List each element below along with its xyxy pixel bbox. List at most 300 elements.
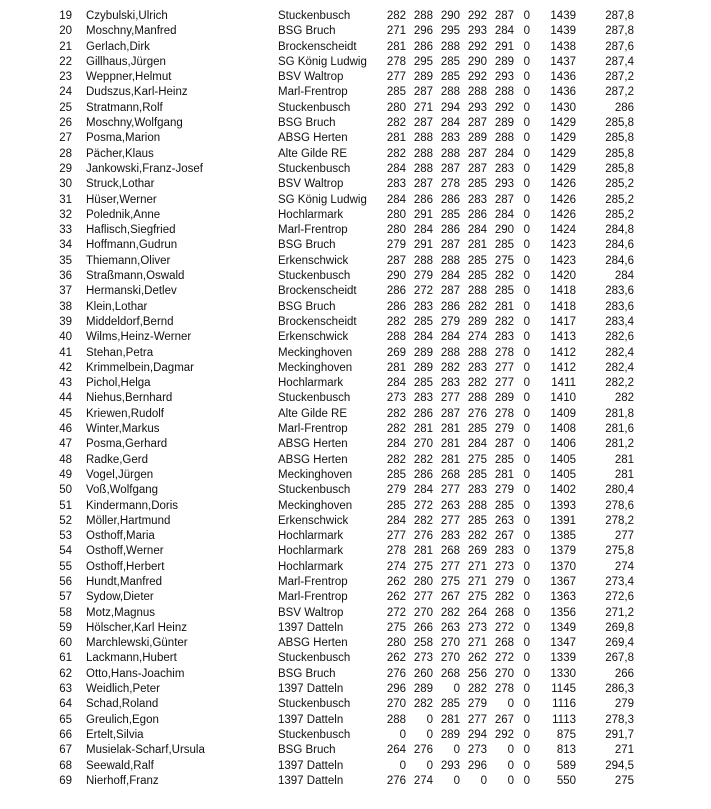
- name-cell: Winter,Markus: [86, 423, 160, 436]
- score-cell-3: 286: [440, 300, 460, 313]
- score-cell-4: 273: [467, 744, 487, 757]
- score-cell-3: 293: [440, 759, 460, 772]
- club-cell: Meckinghoven: [278, 346, 353, 359]
- table-row: [0, 315, 711, 330]
- score-cell-4: 292: [467, 10, 487, 22]
- rank-cell: 32: [59, 208, 72, 221]
- name-cell: Klein,Lothar: [86, 300, 148, 313]
- score-cell-6: 0: [523, 331, 530, 344]
- score-cell-6: 0: [523, 591, 530, 604]
- club-cell: Meckinghoven: [278, 361, 353, 374]
- rank-cell: 39: [59, 315, 72, 328]
- club-cell: Erkenschwick: [278, 254, 349, 267]
- rank-cell: 53: [59, 530, 72, 543]
- rank-cell: 50: [59, 484, 72, 497]
- score-cell-3: 286: [440, 224, 460, 237]
- average-cell: 284: [614, 270, 634, 283]
- score-cell-2: 288: [413, 162, 433, 175]
- average-cell: 287,6: [605, 40, 634, 53]
- average-cell: 271,2: [605, 606, 634, 619]
- table-row: [0, 269, 711, 284]
- table-row: [0, 208, 711, 223]
- club-cell: Stuckenbusch: [278, 162, 351, 175]
- score-cell-2: 277: [413, 591, 433, 604]
- score-cell-4: 282: [467, 300, 487, 313]
- average-cell: 275,8: [605, 545, 634, 558]
- score-cell-1: 284: [386, 438, 406, 451]
- score-cell-1: 262: [386, 575, 406, 588]
- name-cell: Otto,Hans-Joachim: [86, 667, 185, 680]
- score-cell-4: 284: [467, 224, 487, 237]
- score-cell-2: 291: [413, 208, 433, 221]
- score-cell-2: 272: [413, 499, 433, 512]
- score-cell-5: 0: [507, 774, 514, 787]
- score-cell-5: 285: [494, 453, 514, 466]
- table-row: [0, 759, 711, 774]
- club-cell: Marl-Frentrop: [278, 86, 348, 99]
- name-cell: Weidlich,Peter: [86, 683, 160, 696]
- score-cell-5: 272: [494, 652, 514, 665]
- table-row: [0, 254, 711, 269]
- club-cell: Stuckenbusch: [278, 652, 351, 665]
- name-cell: Lackmann,Hubert: [86, 652, 177, 665]
- score-cell-6: 0: [523, 560, 530, 573]
- table-row: [0, 468, 711, 483]
- average-cell: 287,2: [605, 86, 634, 99]
- name-cell: Posma,Gerhard: [86, 438, 168, 451]
- name-cell: Gillhaus,Jürgen: [86, 55, 166, 68]
- score-cell-3: 285: [440, 208, 460, 221]
- score-cell-6: 0: [523, 698, 530, 711]
- club-cell: Brockenscheidt: [278, 40, 357, 53]
- name-cell: Jankowski,Franz-Josef: [86, 162, 203, 175]
- average-cell: 285,8: [605, 147, 634, 160]
- average-cell: 278,6: [605, 499, 634, 512]
- average-cell: 272,6: [605, 591, 634, 604]
- score-cell-4: 285: [467, 468, 487, 481]
- score-cell-5: 288: [494, 132, 514, 145]
- score-cell-2: 282: [413, 514, 433, 527]
- score-cell-6: 0: [523, 285, 530, 298]
- score-cell-3: 287: [440, 162, 460, 175]
- score-cell-1: 262: [386, 591, 406, 604]
- average-cell: 280,4: [605, 484, 634, 497]
- name-cell: Nierhoff,Franz: [86, 774, 159, 787]
- score-cell-4: 285: [467, 270, 487, 283]
- score-cell-5: 288: [494, 86, 514, 99]
- score-cell-5: 268: [494, 637, 514, 650]
- table-row: [0, 346, 711, 361]
- score-cell-5: 283: [494, 162, 514, 175]
- name-cell: Pichol,Helga: [86, 377, 151, 390]
- rank-cell: 27: [59, 132, 72, 145]
- average-cell: 271: [614, 744, 634, 757]
- table-row: [0, 376, 711, 391]
- score-cell-5: 287: [494, 438, 514, 451]
- score-cell-6: 0: [523, 224, 530, 237]
- score-cell-2: 0: [426, 713, 433, 726]
- rank-cell: 69: [59, 774, 72, 787]
- rank-cell: 62: [59, 667, 72, 680]
- score-cell-3: 286: [440, 193, 460, 206]
- average-cell: 294,5: [605, 759, 634, 772]
- score-cell-6: 0: [523, 453, 530, 466]
- total-cell: 1426: [550, 208, 576, 221]
- total-cell: 1363: [550, 591, 576, 604]
- average-cell: 287,8: [605, 25, 634, 38]
- table-row: [0, 621, 711, 636]
- score-cell-2: 0: [426, 728, 433, 741]
- table-row: [0, 177, 711, 192]
- total-cell: 1402: [550, 484, 576, 497]
- club-cell: Marl-Frentrop: [278, 224, 348, 237]
- club-cell: BSG Bruch: [278, 239, 336, 252]
- total-cell: 1408: [550, 423, 576, 436]
- table-row: [0, 667, 711, 682]
- score-cell-6: 0: [523, 10, 530, 22]
- score-cell-3: 287: [440, 285, 460, 298]
- table-row: [0, 9, 711, 24]
- rank-cell: 46: [59, 423, 72, 436]
- name-cell: Niehus,Bernhard: [86, 392, 173, 405]
- total-cell: 813: [556, 744, 576, 757]
- score-cell-6: 0: [523, 147, 530, 160]
- rank-cell: 45: [59, 407, 72, 420]
- score-cell-3: 268: [440, 468, 460, 481]
- score-cell-6: 0: [523, 530, 530, 543]
- score-cell-5: 278: [494, 407, 514, 420]
- score-cell-1: 284: [386, 162, 406, 175]
- score-cell-1: 273: [386, 392, 406, 405]
- score-cell-1: 285: [386, 468, 406, 481]
- club-cell: Erkenschwick: [278, 514, 349, 527]
- score-cell-2: 283: [413, 392, 433, 405]
- name-cell: Osthoff,Herbert: [86, 560, 165, 573]
- average-cell: 281,2: [605, 438, 634, 451]
- score-cell-1: 284: [386, 193, 406, 206]
- total-cell: 1426: [550, 193, 576, 206]
- rank-cell: 23: [59, 71, 72, 84]
- total-cell: 1423: [550, 239, 576, 252]
- club-cell: Stuckenbusch: [278, 10, 351, 22]
- score-cell-3: 285: [440, 698, 460, 711]
- name-cell: Sydow,Dieter: [86, 591, 154, 604]
- average-cell: 282,4: [605, 346, 634, 359]
- table-row: [0, 361, 711, 376]
- score-cell-3: 281: [440, 423, 460, 436]
- table-row: [0, 697, 711, 712]
- score-cell-1: 282: [386, 453, 406, 466]
- score-cell-6: 0: [523, 25, 530, 38]
- name-cell: Hoffmann,Gudrun: [86, 239, 178, 252]
- average-cell: 281: [614, 468, 634, 481]
- score-cell-5: 292: [494, 101, 514, 114]
- score-cell-5: 273: [494, 560, 514, 573]
- name-cell: Moschny,Manfred: [86, 25, 177, 38]
- score-cell-3: 284: [440, 270, 460, 283]
- club-cell: SG König Ludwig: [278, 193, 367, 206]
- rank-cell: 37: [59, 285, 72, 298]
- total-cell: 1437: [550, 55, 576, 68]
- rank-cell: 25: [59, 101, 72, 114]
- score-cell-5: 279: [494, 484, 514, 497]
- score-cell-1: 286: [386, 285, 406, 298]
- score-cell-3: 275: [440, 575, 460, 588]
- score-cell-1: 284: [386, 514, 406, 527]
- average-cell: 282,2: [605, 377, 634, 390]
- average-cell: 286,3: [605, 683, 634, 696]
- score-cell-3: 279: [440, 315, 460, 328]
- score-cell-4: 285: [467, 178, 487, 191]
- name-cell: Marchlewski,Günter: [86, 637, 188, 650]
- name-cell: Hüser,Werner: [86, 193, 157, 206]
- score-cell-6: 0: [523, 759, 530, 772]
- name-cell: Haflisch,Siegfried: [86, 224, 176, 237]
- score-cell-3: 289: [440, 728, 460, 741]
- score-cell-2: 285: [413, 315, 433, 328]
- name-cell: Kriewen,Rudolf: [86, 407, 164, 420]
- rank-cell: 30: [59, 178, 72, 191]
- score-cell-3: 288: [440, 254, 460, 267]
- average-cell: 285,8: [605, 162, 634, 175]
- table-row: [0, 223, 711, 238]
- table-row: [0, 499, 711, 514]
- score-cell-1: 279: [386, 484, 406, 497]
- club-cell: BSG Bruch: [278, 667, 336, 680]
- score-cell-6: 0: [523, 40, 530, 53]
- club-cell: Marl-Frentrop: [278, 591, 348, 604]
- score-cell-1: 282: [386, 147, 406, 160]
- score-cell-2: 284: [413, 224, 433, 237]
- club-cell: BSV Waltrop: [278, 178, 344, 191]
- score-cell-3: 288: [440, 40, 460, 53]
- score-cell-5: 287: [494, 193, 514, 206]
- score-cell-1: 287: [386, 254, 406, 267]
- average-cell: 274: [614, 560, 634, 573]
- rank-cell: 66: [59, 728, 72, 741]
- table-row: [0, 131, 711, 146]
- total-cell: 1339: [550, 652, 576, 665]
- total-cell: 1385: [550, 530, 576, 543]
- score-cell-6: 0: [523, 239, 530, 252]
- score-cell-5: 281: [494, 468, 514, 481]
- score-cell-6: 0: [523, 713, 530, 726]
- rank-cell: 28: [59, 147, 72, 160]
- club-cell: ABSG Herten: [278, 453, 348, 466]
- total-cell: 1413: [550, 331, 576, 344]
- club-cell: 1397 Datteln: [278, 759, 344, 772]
- table-row: [0, 544, 711, 559]
- total-cell: 1330: [550, 667, 576, 680]
- average-cell: 277: [614, 530, 634, 543]
- score-cell-1: 274: [386, 560, 406, 573]
- rank-cell: 64: [59, 698, 72, 711]
- total-cell: 1430: [550, 101, 576, 114]
- club-cell: BSG Bruch: [278, 25, 336, 38]
- score-cell-6: 0: [523, 162, 530, 175]
- score-cell-5: 278: [494, 346, 514, 359]
- score-cell-3: 281: [440, 713, 460, 726]
- score-cell-4: 269: [467, 545, 487, 558]
- score-cell-3: 277: [440, 560, 460, 573]
- score-cell-2: 280: [413, 575, 433, 588]
- table-row: [0, 422, 711, 437]
- total-cell: 1429: [550, 117, 576, 130]
- total-cell: 1429: [550, 147, 576, 160]
- score-cell-3: 283: [440, 377, 460, 390]
- table-row: [0, 728, 711, 743]
- score-cell-1: 276: [386, 667, 406, 680]
- score-cell-6: 0: [523, 315, 530, 328]
- table-row: [0, 284, 711, 299]
- name-cell: Middeldorf,Bernd: [86, 315, 174, 328]
- name-cell: Straßmann,Oswald: [86, 270, 185, 283]
- score-cell-5: 291: [494, 40, 514, 53]
- rank-cell: 31: [59, 193, 72, 206]
- score-cell-3: 0: [453, 744, 460, 757]
- table-row: [0, 391, 711, 406]
- rank-cell: 63: [59, 683, 72, 696]
- score-cell-4: 293: [467, 101, 487, 114]
- total-cell: 1412: [550, 346, 576, 359]
- score-cell-2: 291: [413, 239, 433, 252]
- total-cell: 1113: [552, 713, 576, 726]
- name-cell: Dudszus,Karl-Heinz: [86, 86, 188, 99]
- score-cell-4: 274: [467, 331, 487, 344]
- table-row: [0, 590, 711, 605]
- name-cell: Hundt,Manfred: [86, 575, 163, 588]
- club-cell: 1397 Datteln: [278, 774, 344, 787]
- score-cell-3: 294: [440, 101, 460, 114]
- average-cell: 284,6: [605, 239, 634, 252]
- score-cell-2: 0: [426, 759, 433, 772]
- club-cell: Stuckenbusch: [278, 484, 351, 497]
- score-cell-2: 289: [413, 361, 433, 374]
- club-cell: Alte Gilde RE: [278, 147, 348, 160]
- score-cell-2: 282: [413, 698, 433, 711]
- club-cell: ABSG Herten: [278, 132, 348, 145]
- score-cell-1: 282: [386, 315, 406, 328]
- club-cell: BSG Bruch: [278, 300, 336, 313]
- average-cell: 291,7: [605, 728, 634, 741]
- score-cell-6: 0: [523, 423, 530, 436]
- score-cell-3: 284: [440, 117, 460, 130]
- average-cell: 285,2: [605, 193, 634, 206]
- name-cell: Motz,Magnus: [86, 606, 156, 619]
- score-cell-2: 289: [413, 346, 433, 359]
- score-cell-1: 276: [386, 774, 406, 787]
- total-cell: 1436: [550, 71, 576, 84]
- total-cell: 589: [556, 759, 576, 772]
- score-cell-2: 270: [413, 438, 433, 451]
- club-cell: BSV Waltrop: [278, 71, 344, 84]
- table-row: [0, 560, 711, 575]
- table-row: [0, 330, 711, 345]
- name-cell: Hermanski,Detlev: [86, 285, 177, 298]
- total-cell: 1426: [550, 178, 576, 191]
- score-cell-1: 286: [386, 300, 406, 313]
- score-cell-5: 0: [507, 744, 514, 757]
- score-cell-5: 270: [494, 667, 514, 680]
- score-cell-6: 0: [523, 178, 530, 191]
- total-cell: 1405: [550, 453, 576, 466]
- club-cell: Stuckenbusch: [278, 101, 351, 114]
- total-cell: 1411: [551, 377, 576, 390]
- score-cell-6: 0: [523, 71, 530, 84]
- average-cell: 285,2: [605, 208, 634, 221]
- score-cell-3: 282: [440, 361, 460, 374]
- total-cell: 1409: [550, 407, 576, 420]
- score-cell-2: 276: [413, 530, 433, 543]
- score-cell-3: 277: [440, 392, 460, 405]
- club-cell: ABSG Herten: [278, 438, 348, 451]
- score-cell-6: 0: [523, 728, 530, 741]
- average-cell: 283,6: [605, 300, 634, 313]
- score-cell-2: 279: [413, 270, 433, 283]
- rank-cell: 51: [59, 499, 72, 512]
- score-cell-4: 283: [467, 484, 487, 497]
- club-cell: Brockenscheidt: [278, 285, 357, 298]
- name-cell: Seewald,Ralf: [86, 759, 154, 772]
- rank-cell: 22: [59, 55, 72, 68]
- score-cell-4: 290: [467, 55, 487, 68]
- score-cell-4: 275: [467, 453, 487, 466]
- rank-cell: 54: [59, 545, 72, 558]
- total-cell: 1439: [550, 25, 576, 38]
- score-cell-5: 279: [494, 575, 514, 588]
- club-cell: 1397 Datteln: [278, 683, 344, 696]
- score-cell-6: 0: [523, 637, 530, 650]
- name-cell: Vogel,Jürgen: [86, 468, 154, 481]
- total-cell: 1423: [550, 254, 576, 267]
- table-row: [0, 682, 711, 697]
- name-cell: Hölscher,Karl Heinz: [86, 621, 187, 634]
- score-cell-1: 0: [399, 759, 406, 772]
- total-cell: 1420: [550, 270, 576, 283]
- score-cell-2: 287: [413, 117, 433, 130]
- results-table: [0, 9, 711, 789]
- score-cell-6: 0: [523, 575, 530, 588]
- score-cell-4: 282: [467, 683, 487, 696]
- name-cell: Ertelt,Silvia: [86, 728, 144, 741]
- score-cell-3: 270: [440, 652, 460, 665]
- name-cell: Möller,Hartmund: [86, 514, 171, 527]
- average-cell: 284,8: [605, 224, 634, 237]
- score-cell-4: 287: [467, 162, 487, 175]
- score-cell-3: 282: [440, 606, 460, 619]
- score-cell-6: 0: [523, 208, 530, 221]
- club-cell: Erkenschwick: [278, 331, 349, 344]
- score-cell-2: 284: [413, 484, 433, 497]
- average-cell: 281: [614, 453, 634, 466]
- score-cell-1: 282: [386, 407, 406, 420]
- name-cell: Radke,Gerd: [86, 453, 149, 466]
- name-cell: Osthoff,Maria: [86, 530, 155, 543]
- score-cell-6: 0: [523, 55, 530, 68]
- rank-cell: 20: [59, 25, 72, 38]
- name-cell: Musielak-Scharf,Ursula: [86, 744, 205, 757]
- score-cell-2: 286: [413, 40, 433, 53]
- average-cell: 282: [614, 392, 634, 405]
- total-cell: 1417: [550, 315, 576, 328]
- table-row: [0, 193, 711, 208]
- name-cell: Krimmelbein,Dagmar: [86, 361, 195, 374]
- table-row: [0, 24, 711, 39]
- table-row: [0, 713, 711, 728]
- average-cell: 286: [614, 101, 634, 114]
- score-cell-1: 282: [386, 10, 406, 22]
- table-row: [0, 437, 711, 452]
